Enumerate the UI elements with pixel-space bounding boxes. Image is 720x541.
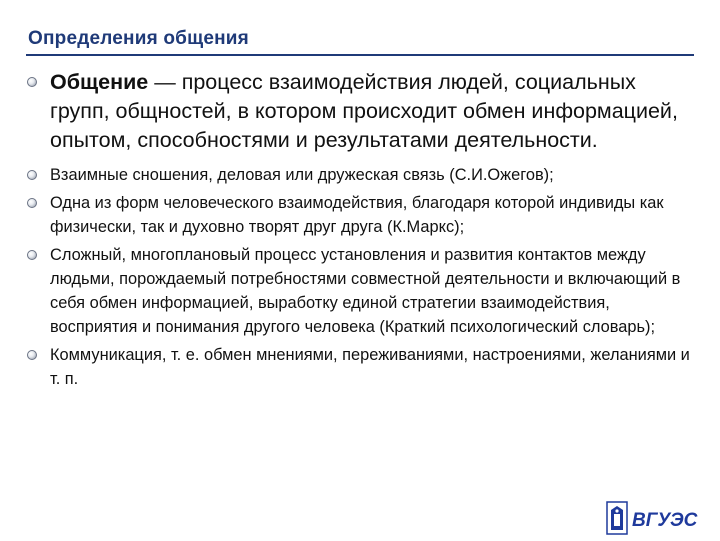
list-item xyxy=(24,243,696,339)
bullet-icon xyxy=(27,170,37,180)
svg-text:ВГУЭС: ВГУЭС xyxy=(632,510,698,531)
list-item xyxy=(24,191,696,239)
definition-term: Общение xyxy=(50,70,149,94)
list-item-text: Одна из форм человеческого взаимодействия, благодаря которой индивиды как физически, так и духовно творят друг друга (К.Маркс); xyxy=(50,194,664,236)
list-item xyxy=(24,163,696,187)
bullet-icon xyxy=(27,198,37,208)
university-logo xyxy=(606,500,698,536)
bullet-icon xyxy=(27,350,37,360)
title-underline xyxy=(26,54,694,56)
definition-text: — процесс взаимодействия людей, социальных групп, общностей, в котором происходит обмен информацией, опытом, способностями и результатами деятельности. xyxy=(50,70,678,152)
bullet-icon xyxy=(27,250,37,260)
list-item xyxy=(24,68,696,155)
list-item-text: Сложный, многоплановый процесс установления и развития контактов между людьми, порождаемый потребностями совместной деятельности и включающий в себя обмен информацией, выработку единой стратегии взаимодействия, восприятия и понимания другого человека (Краткий психологический словарь); xyxy=(50,246,681,336)
bullet-icon xyxy=(27,77,37,87)
list-item-text: Взаимные сношения, деловая или дружеская связь (С.И.Ожегов); xyxy=(50,166,554,184)
page-title: Определения общения xyxy=(28,28,249,49)
definition-list xyxy=(24,68,696,395)
list-item xyxy=(24,343,696,391)
university-emblem-icon xyxy=(606,500,698,536)
list-item-text: Коммуникация, т. е. обмен мнениями, переживаниями, настроениями, желаниями и т. п. xyxy=(50,346,690,388)
